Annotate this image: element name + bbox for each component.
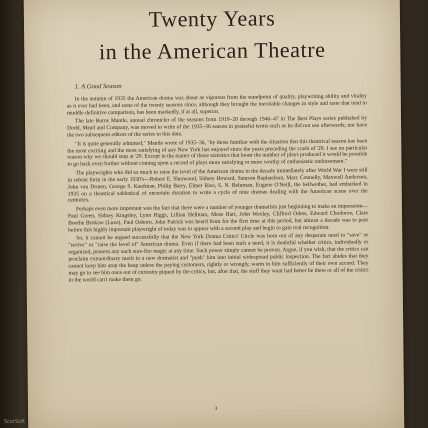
paragraph: In the autumn of 1935 the American drama was about as vigorous from the standpoint of quality, playwriting ability and vitality as it ever had been, and none of the twenty seasons since, although they brought the inevitable changes in style and taste that tend to muddle definitive comparison, has been markedly, if at all, superior. — [66, 93, 367, 117]
paragraph: The playwrights who did so much to raise the level of the American drama in the decade immediately after World War I were still in robust form in the early 1930's—Robert E. Sherwood, Sidney Howard, Samson Raphaelson, Marc Connelly, Maxwell Anderson, John van Druten, George S. Kaufman, Philip Barry, Elmer Rice, S. N. Behrman, Eugene O'Neill, the bellwether, had embarked in 1935 on a theatrical sabbatical of uncertain duration to write a cycle of nine dramas dealing with the American scene over the centuries. — [67, 167, 368, 204]
body-text — [67, 93, 369, 285]
paragraph: The late Burns Mantle, annual chronicler of the seasons from 1919–20 through 1946–47 in The Best Plays series published by Dodd, Mead and Company, was moved to write of the 1935–36 season in praiseful terms such as he did not use afterwards; nor have the two subsequent editors of the series to this date. — [67, 115, 368, 139]
page-title-line-2: in the American Theatre — [98, 36, 326, 65]
watermark: ScorSoft — [4, 419, 25, 425]
section-heading: 1. A Good Season — [74, 82, 122, 91]
paragraph: So, it cannot be argued successfully that the New York Drama Critics' Circle was born out of any desperate need to "save" or "revive" or "raise the level of" American drama. Even if there had been such a need, it is doubtful whether critics, individually or organized, possess any such sure-fire magic at any time. Such power simply cannot be proven. Argue, if you wish, that the critics can proclaim extraordinary merit in a new dramatist and "push" him into initial widespread public inspection. The fact abides that they cannot keep him atop the heap unless the paying customers, rightly or wrongly, warm to him sufficiently of their own accord. They may go to see him once out of curiosity piqued by the critics, but, after that, the stuff they want had better be there or all of the critics in the world can't make them go. — [68, 232, 369, 284]
paragraph: "It is quite generally admitted," Mantle wrote of 1935–36, "by those familiar with the situation that this theatrical season has been the most exciting and the most satisfying of any New York has enjoyed since the years preceding the crash of '29. I see no particular reason why we should stop at '29. Except in the matter of those statistics that boast the number of plays produced it would be possible to go back even further without coming upon a record of plays more satisfying or more worthy of enthusiastic endorsement." — [67, 138, 368, 168]
paragraph: Perhaps even more important was the fact that there were a number of younger dramatists just beginning to make an impression—Paul Green, Sidney Kingsley, Lynn Riggs, Lillian Hellman, Moss Hart, John Wexley, Clifford Odets, Edward Chodorov, Clare Boothe Brokaw (Luce), Paul Osborn. John Patrick was heard from for the first time at this period, but almost a decade was to pass before this highly important playwright of today was to appear with a second play and begin to gain real recognition. — [67, 203, 369, 234]
page-title-line-1: Twenty Years — [148, 5, 276, 32]
page-number: 3 — [214, 405, 218, 413]
book-page — [24, 0, 405, 428]
